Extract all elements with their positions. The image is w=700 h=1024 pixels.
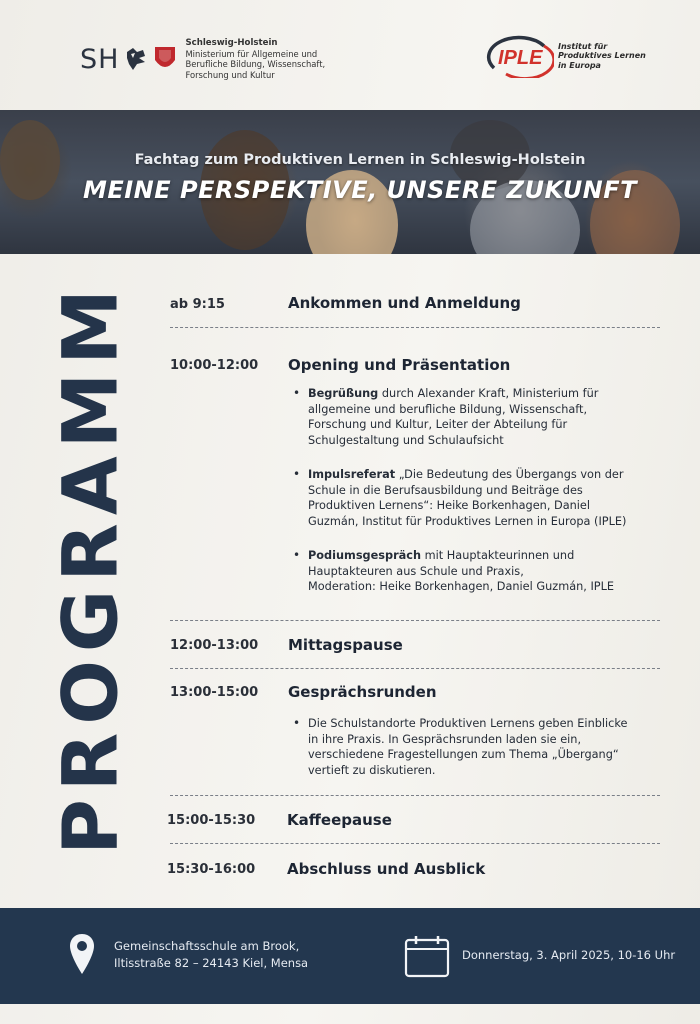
bullet-line: Moderation: Heike Borkenhagen, Daniel Guzmán, IPLE [308, 580, 615, 593]
dashed-divider [170, 620, 660, 621]
iple-line-2: Produktives Lernen [558, 51, 646, 61]
bullet-line: Schulgestaltung und Schulaufsicht [308, 433, 504, 447]
bullet-item [290, 716, 650, 778]
iple-line-1: Institut für [558, 41, 608, 51]
bullet-line: Forschung und Kultur, Leiter der Abteilung für [308, 418, 568, 431]
calendar-icon [404, 934, 450, 978]
program-time: 12:00-13:00 [170, 638, 259, 653]
program-event: Abschluss und Ausblick [287, 860, 486, 878]
event-subtitle: Fachtag zum Produktiven Lernen in Schleswig-Holstein [134, 152, 586, 168]
footer-bar [0, 908, 700, 1004]
event-title: MEINE PERSPEKTIVE, UNSERE ZUKUNFT [82, 176, 638, 204]
bullet-bold: Podiumsgespräch [308, 549, 422, 562]
venue-address [114, 938, 308, 972]
opening-bullet-list [290, 548, 650, 595]
program-time: 13:00-15:00 [170, 685, 259, 700]
venue-line-1: Gemeinschaftsschule am Brook, [114, 939, 300, 953]
iple-mark-text: IPLE [498, 47, 543, 69]
program-event: Mittagspause [288, 636, 403, 654]
dashed-divider [170, 795, 660, 796]
sh-ministry-line-1: Ministerium für Allgemeine und [185, 48, 318, 59]
iple-mark-icon [484, 34, 554, 78]
location-pin-icon [68, 932, 96, 976]
bullet-bold: Begrüßung [308, 387, 379, 400]
sh-org-name: Schleswig-Holstein [185, 38, 278, 48]
sh-ministry-line-3: Forschung und Kultur [185, 69, 275, 80]
venue-line-2: Iltisstraße 82 – 24143 Kiel, Mensa [114, 956, 309, 970]
bullet-line: allgemeine und berufliche Bildung, Wissenschaft, [308, 402, 588, 416]
program-time: ab 9:15 [170, 297, 225, 312]
dashed-divider [170, 668, 660, 669]
audience-banner [0, 110, 700, 254]
program-event: Ankommen und Anmeldung [288, 294, 521, 312]
bullet-item [290, 386, 650, 448]
program-event: Kaffeepause [287, 811, 392, 829]
programm-vertical-heading: PROGRAMM [45, 281, 135, 855]
dashed-divider [170, 327, 660, 328]
sh-letters: SH [80, 43, 120, 75]
opening-bullet-list [290, 467, 650, 529]
opening-bullet-list [290, 386, 650, 448]
bullet-line: Hauptakteuren aus Schule und Praxis, [308, 564, 524, 578]
bullet-line: Produktiven Lernens“: Heike Borkenhagen, Daniel [308, 499, 591, 512]
program-event: Opening und Präsentation [288, 356, 511, 374]
bullet-bold: Impulsreferat [308, 468, 396, 481]
bullet-line: mit Hauptakteurinnen und [421, 549, 575, 562]
bullet-line: Guzmán, Institut für Produktives Lernen in Europa (IPLE) [308, 514, 627, 528]
program-event: Gesprächsrunden [288, 683, 437, 701]
bullet-item [290, 548, 650, 595]
sh-crest-icon [125, 44, 177, 74]
schleswig-holstein-logo [80, 38, 325, 80]
bullet-line: Schule in die Berufsausbildung und Beiträge des [308, 483, 583, 497]
bullet-line: Die Schulstandorte Produktiven Lernens geben Einblicke [308, 717, 628, 730]
iple-logo [484, 34, 646, 78]
iple-name-text [558, 42, 646, 71]
event-date: Donnerstag, 3. April 2025, 10-16 Uhr [462, 948, 676, 962]
bullet-line: in ihre Praxis. In Gesprächsrunden laden sie ein, [308, 732, 582, 746]
dashed-divider [170, 843, 660, 844]
gespraech-bullet-list [290, 716, 650, 778]
bullet-line: vertieft zu diskutieren. [308, 763, 436, 777]
program-time: 15:00-15:30 [167, 813, 256, 828]
bullet-item [290, 467, 650, 529]
program-time: 10:00-12:00 [170, 358, 259, 373]
iple-line-3: in Europa [558, 60, 601, 70]
bullet-line: durch Alexander Kraft, Ministerium für [378, 387, 599, 400]
program-time: 15:30-16:00 [167, 862, 256, 877]
bullet-line: verschiedene Fragestellungen zum Thema „Übergang“ [308, 748, 619, 761]
bullet-line: „Die Bedeutung des Übergangs von der [395, 468, 624, 481]
sh-ministry-line-2: Berufliche Bildung, Wissenschaft, [185, 59, 326, 69]
sh-ministry-text [185, 38, 325, 80]
